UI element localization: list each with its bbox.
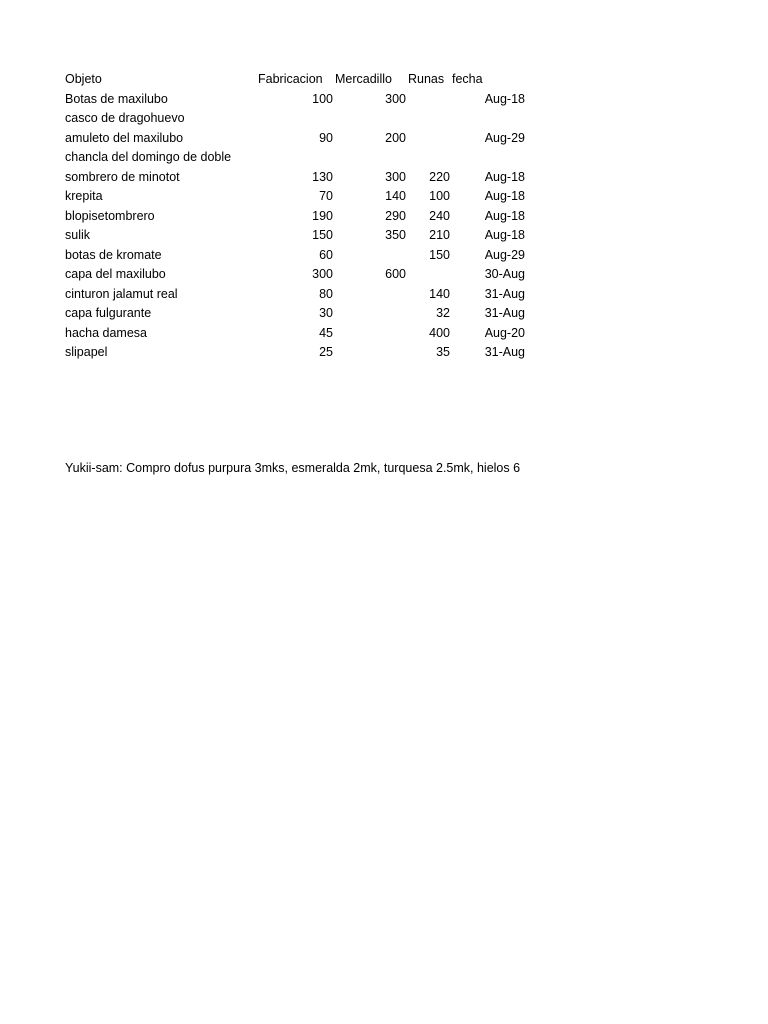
cell-mercadillo: 600 [385,267,406,281]
cell-runas: 220 [429,169,450,184]
cell-objeto: amuleto del maxilubo [65,130,184,145]
table-row [65,265,525,285]
cell-fecha: 31-Aug [484,345,525,359]
cell-fabricacion: 45 [319,325,333,340]
cell-fabricacion: 100 [312,91,333,106]
cell-fabricacion: 80 [319,286,333,301]
cell-objeto: Botas de maxilubo [65,91,168,106]
table-body [65,90,525,363]
cell-runas: 210 [429,228,450,242]
table-row [65,226,525,246]
cell-fecha: 31-Aug [484,306,525,320]
cell-fabricacion: 130 [312,169,333,184]
spreadsheet-table [65,70,525,363]
cell-runas: 140 [429,286,450,301]
table-row [65,148,525,168]
cell-objeto: krepita [65,189,103,203]
table-row [65,304,525,324]
cell-mercadillo: 350 [385,228,406,242]
cell-objeto: hacha damesa [65,325,148,340]
cell-objeto: sombrero de minotot [65,169,180,184]
cell-fabricacion: 25 [319,345,333,359]
cell-fecha: Aug-29 [484,247,525,262]
cell-runas: 400 [429,325,450,340]
table-row [65,246,525,266]
cell-mercadillo: 140 [385,189,406,203]
header-fabricacion: Fabricacion [258,72,323,86]
cell-objeto: capa fulgurante [65,306,152,320]
cell-fabricacion: 190 [312,208,333,223]
cell-mercadillo: 300 [385,91,406,106]
cell-fabricacion: 300 [312,267,333,281]
cell-fabricacion: 70 [319,189,333,203]
cell-fecha: 30-Aug [484,267,525,281]
cell-objeto: casco de dragohuevo [65,111,185,125]
cell-fabricacion: 90 [319,130,333,145]
cell-runas: 35 [436,345,450,359]
cell-fecha: Aug-18 [484,228,525,242]
table-row [65,343,525,363]
cell-runas: 150 [429,247,450,262]
cell-objeto: cinturon jalamut real [65,286,178,301]
cell-fabricacion: 30 [319,306,333,320]
cell-fecha: Aug-29 [484,130,525,145]
cell-objeto: slipapel [65,345,108,359]
cell-mercadillo: 300 [385,169,406,184]
cell-fabricacion: 60 [319,247,333,262]
header-runas: Runas [408,72,445,86]
note-text: Yukii-sam: Compro dofus purpura 3mks, esmeralda 2mk, turquesa 2.5mk, hielos 6 [65,461,521,475]
cell-fecha: Aug-20 [484,325,525,340]
table-row [65,207,525,227]
cell-fecha: Aug-18 [484,208,525,223]
table-row [65,168,525,188]
header-objeto: Objeto [65,72,102,86]
table-row [65,129,525,149]
table-header-row [65,70,525,90]
header-fecha: fecha [452,72,483,86]
cell-fecha: Aug-18 [484,91,525,106]
cell-fabricacion: 150 [312,228,333,242]
table-row [65,90,525,110]
cell-mercadillo: 200 [385,130,406,145]
cell-runas: 32 [436,306,450,320]
cell-runas: 100 [429,189,450,203]
cell-fecha: Aug-18 [484,169,525,184]
table-row [65,324,525,344]
header-mercadillo: Mercadillo [335,72,392,86]
table-row [65,109,525,129]
cell-runas: 240 [429,208,450,223]
cell-fecha: 31-Aug [484,286,525,301]
cell-objeto: botas de kromate [65,247,162,262]
cell-mercadillo: 290 [385,208,406,223]
table-row [65,187,525,207]
cell-objeto: sulik [65,228,91,242]
cell-fecha: Aug-18 [484,189,525,203]
cell-objeto: blopisetombrero [65,208,155,223]
cell-objeto: chancla del domingo de doble [65,150,232,164]
cell-objeto: capa del maxilubo [65,267,166,281]
table-row [65,285,525,305]
